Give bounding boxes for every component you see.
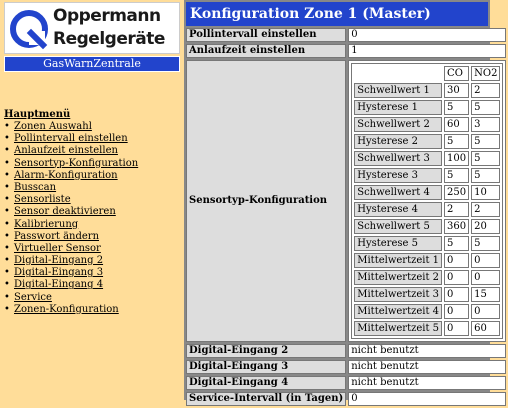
de3-label: Digital-Eingang 3 bbox=[186, 360, 346, 374]
sensor-row-label: Hysterese 5 bbox=[354, 236, 442, 251]
bullet-icon: • bbox=[4, 279, 10, 291]
sensor-co-value: 250 bbox=[444, 185, 469, 200]
sensor-co-value: 100 bbox=[444, 151, 469, 166]
menu-item-busscan bbox=[4, 182, 182, 194]
sensor-row bbox=[354, 168, 500, 183]
menu-link-passwort[interactable]: Passwort ändern bbox=[14, 230, 100, 242]
config-table bbox=[184, 26, 508, 408]
menu-link-digital-eingang-2[interactable]: Digital-Eingang 2 bbox=[14, 255, 104, 267]
sensor-no2-value: 3 bbox=[471, 117, 500, 132]
sensor-co-value: 2 bbox=[444, 202, 469, 217]
menu-link-virtueller-sensor[interactable]: Virtueller Sensor bbox=[14, 242, 101, 254]
main-menu-title: Hauptmenü bbox=[4, 109, 71, 120]
menu-link-sensor-deaktivieren[interactable]: Sensor deaktivieren bbox=[14, 206, 116, 218]
menu-link-zonen-konfiguration[interactable]: Zonen-Konfiguration bbox=[14, 303, 119, 315]
anlauf-label: Anlaufzeit einstellen bbox=[186, 44, 346, 58]
anlauf-value: 1 bbox=[348, 44, 506, 58]
bullet-icon: • bbox=[4, 267, 10, 279]
sensor-no2-value: 15 bbox=[471, 287, 500, 302]
de3-value: nicht benutzt bbox=[348, 360, 506, 374]
bullet-icon: • bbox=[4, 218, 10, 230]
sensor-row-label: Schwellwert 4 bbox=[354, 185, 442, 200]
sensor-no2-value: 5 bbox=[471, 134, 500, 149]
sensor-row bbox=[354, 236, 500, 251]
sensor-row-label: Hysterese 1 bbox=[354, 100, 442, 115]
sensor-no2-value: 2 bbox=[471, 202, 500, 217]
sensor-row bbox=[354, 321, 500, 336]
poll-value: 0 bbox=[348, 28, 506, 42]
page-title: Konfiguration Zone 1 (Master) bbox=[186, 2, 488, 26]
de2-label: Digital-Eingang 2 bbox=[186, 344, 346, 358]
sensor-row-label: Schwellwert 3 bbox=[354, 151, 442, 166]
menu-item-digital-eingang-2 bbox=[4, 255, 182, 267]
sensor-row bbox=[354, 100, 500, 115]
sensor-header-row bbox=[354, 66, 500, 81]
config-panel bbox=[184, 0, 498, 404]
menu-link-service[interactable]: Service bbox=[14, 291, 52, 303]
sensor-co-value: 0 bbox=[444, 253, 469, 268]
sensor-co-value: 5 bbox=[444, 134, 469, 149]
service-value: 0 bbox=[348, 392, 506, 406]
bullet-icon: • bbox=[4, 255, 10, 267]
menu-item-kalibrierung bbox=[4, 219, 182, 231]
sensor-co-value: 60 bbox=[444, 117, 469, 132]
menu-item-service bbox=[4, 292, 182, 304]
bullet-icon: • bbox=[4, 194, 10, 206]
sensor-row bbox=[354, 287, 500, 302]
sensor-row-label: Mittelwertzeit 1 bbox=[354, 253, 442, 268]
brand-bar: GasWarnZentrale bbox=[4, 56, 180, 72]
sensor-no2-value: 5 bbox=[471, 236, 500, 251]
sensor-row-label: Schwellwert 2 bbox=[354, 117, 442, 132]
sensor-row bbox=[354, 83, 500, 98]
sensor-row bbox=[354, 117, 500, 132]
sensor-co-value: 0 bbox=[444, 287, 469, 302]
sensor-co-value: 0 bbox=[444, 304, 469, 319]
bullet-icon: • bbox=[4, 206, 10, 218]
sensor-row-label: Mittelwertzeit 2 bbox=[354, 270, 442, 285]
bullet-icon: • bbox=[4, 169, 10, 181]
sensor-row bbox=[354, 219, 500, 234]
menu-item-virtueller-sensor bbox=[4, 243, 182, 255]
sensor-row bbox=[354, 134, 500, 149]
menu-item-pollintervall bbox=[4, 133, 182, 145]
table-row bbox=[186, 60, 506, 342]
menu-item-zonen-konfiguration bbox=[4, 304, 182, 316]
sensor-row bbox=[354, 185, 500, 200]
de4-value: nicht benutzt bbox=[348, 376, 506, 390]
sensor-row-label: Mittelwertzeit 3 bbox=[354, 287, 442, 302]
sensor-row-label: Schwellwert 5 bbox=[354, 219, 442, 234]
table-row bbox=[186, 28, 506, 42]
menu-link-alarm[interactable]: Alarm-Konfiguration bbox=[14, 169, 118, 181]
sensor-row bbox=[354, 253, 500, 268]
sensor-co-value: 0 bbox=[444, 270, 469, 285]
sensor-no2-value: 10 bbox=[471, 185, 500, 200]
sensor-no2-value: 0 bbox=[471, 253, 500, 268]
menu-item-digital-eingang-3 bbox=[4, 267, 182, 279]
sensor-no2-value: 0 bbox=[471, 270, 500, 285]
menu-link-kalibrierung[interactable]: Kalibrierung bbox=[14, 218, 79, 230]
sensor-no2-value: 20 bbox=[471, 219, 500, 234]
menu-item-sensor-deaktivieren bbox=[4, 206, 182, 218]
sensor-row-label: Hysterese 4 bbox=[354, 202, 442, 217]
table-row bbox=[186, 344, 506, 358]
sensor-row-label: Hysterese 3 bbox=[354, 168, 442, 183]
main-menu bbox=[4, 121, 182, 316]
menu-item-sensorliste bbox=[4, 194, 182, 206]
sensor-no2-value: 5 bbox=[471, 168, 500, 183]
sensor-no2-value: 5 bbox=[471, 151, 500, 166]
sensor-no2-value: 2 bbox=[471, 83, 500, 98]
menu-link-zonen-auswahl[interactable]: Zonen Auswahl bbox=[14, 121, 92, 132]
logo-text-line2: Regelgeräte bbox=[53, 29, 165, 49]
sensor-no2-value: 60 bbox=[471, 321, 500, 336]
sensor-row-label: Hysterese 2 bbox=[354, 134, 442, 149]
table-row bbox=[186, 392, 506, 406]
bullet-icon: • bbox=[4, 181, 10, 193]
sensor-no2-value: 0 bbox=[471, 304, 500, 319]
menu-item-sensortyp bbox=[4, 158, 182, 170]
menu-link-sensorliste[interactable]: Sensorliste bbox=[14, 194, 71, 206]
left-column bbox=[0, 0, 183, 400]
sensor-threshold-table bbox=[351, 63, 503, 339]
sensor-co-value: 360 bbox=[444, 219, 469, 234]
menu-link-anlaufzeit[interactable]: Anlaufzeit einstellen bbox=[14, 145, 118, 157]
sensor-row bbox=[354, 202, 500, 217]
bullet-icon: • bbox=[4, 157, 10, 169]
menu-link-sensortyp[interactable]: Sensortyp-Konfiguration bbox=[14, 157, 139, 169]
bullet-icon: • bbox=[4, 230, 10, 242]
menu-link-digital-eingang-3[interactable]: Digital-Eingang 3 bbox=[14, 267, 104, 279]
sensor-header-no2: NO2 bbox=[471, 66, 500, 81]
sensor-row bbox=[354, 304, 500, 319]
sensor-row-label: Schwellwert 1 bbox=[354, 83, 442, 98]
bullet-icon: • bbox=[4, 145, 10, 157]
bullet-icon: • bbox=[4, 303, 10, 315]
sensor-row-label: Mittelwertzeit 5 bbox=[354, 321, 442, 336]
bullet-icon: • bbox=[4, 133, 10, 145]
menu-link-busscan[interactable]: Busscan bbox=[14, 181, 57, 193]
menu-item-digital-eingang-4 bbox=[4, 279, 182, 291]
sensor-co-value: 5 bbox=[444, 236, 469, 251]
sensor-row bbox=[354, 270, 500, 285]
sensortyp-label: Sensortyp-Konfiguration bbox=[186, 60, 346, 342]
table-row bbox=[186, 44, 506, 58]
bullet-icon: • bbox=[4, 242, 10, 254]
sensor-header-co: CO bbox=[444, 66, 469, 81]
sensor-row-label: Mittelwertzeit 4 bbox=[354, 304, 442, 319]
table-row bbox=[186, 360, 506, 374]
bullet-icon: • bbox=[4, 291, 10, 303]
de4-label: Digital-Eingang 4 bbox=[186, 376, 346, 390]
sensor-row bbox=[354, 151, 500, 166]
logo-text-line1: Oppermann bbox=[53, 6, 161, 26]
sensor-co-value: 30 bbox=[444, 83, 469, 98]
bullet-icon: • bbox=[4, 121, 10, 132]
menu-item-alarm bbox=[4, 170, 182, 182]
table-row bbox=[186, 376, 506, 390]
sensor-co-value: 5 bbox=[444, 168, 469, 183]
menu-item-zonen-auswahl bbox=[4, 121, 182, 133]
sensor-co-value: 5 bbox=[444, 100, 469, 115]
sensortyp-value bbox=[348, 60, 506, 342]
menu-item-passwort bbox=[4, 231, 182, 243]
menu-link-pollintervall[interactable]: Pollintervall einstellen bbox=[14, 133, 128, 145]
poll-label: Pollintervall einstellen bbox=[186, 28, 346, 42]
company-logo bbox=[4, 2, 180, 54]
de2-value: nicht benutzt bbox=[348, 344, 506, 358]
menu-link-digital-eingang-4[interactable]: Digital-Eingang 4 bbox=[14, 279, 104, 291]
sensor-no2-value: 5 bbox=[471, 100, 500, 115]
menu-item-anlaufzeit bbox=[4, 145, 182, 157]
service-label: Service-Intervall (in Tagen) bbox=[186, 392, 346, 406]
oppermann-logo-mark-icon bbox=[9, 9, 49, 49]
sensor-header-empty bbox=[354, 66, 442, 81]
sensor-co-value: 0 bbox=[444, 321, 469, 336]
